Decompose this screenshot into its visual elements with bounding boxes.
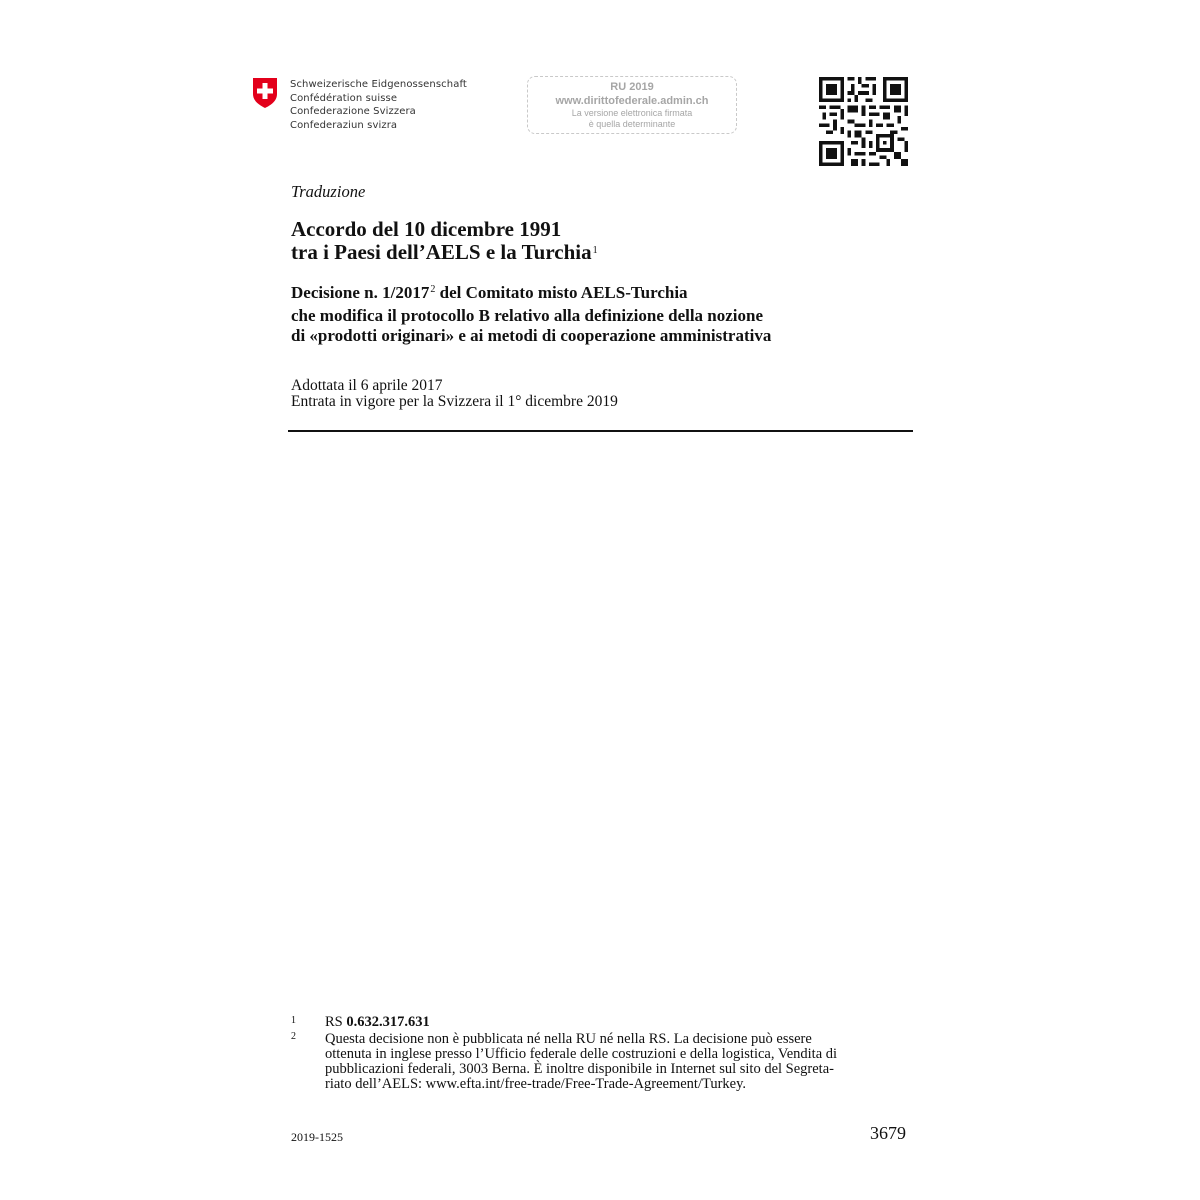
footnote-2-number: 2 bbox=[291, 1031, 296, 1042]
footnote-2-line-2: ottenuta in inglese presso l’Ufficio federale delle costruzioni e della logistica, Vendita di bbox=[325, 1046, 838, 1062]
footnote-2-line-1: Questa decisione non è pubblicata né nella RU né nella RS. La decisione può essere bbox=[325, 1031, 812, 1047]
logo-line-it: Confederazione Svizzera bbox=[290, 106, 416, 117]
footnote-1-prefix: RS bbox=[325, 1014, 347, 1030]
page-number: 3679 bbox=[870, 1123, 906, 1143]
decision-subtitle bbox=[291, 283, 771, 346]
title-line-2 bbox=[291, 241, 598, 268]
logo-line-rm: Confederaziun svizra bbox=[290, 119, 398, 131]
document-title bbox=[291, 218, 598, 268]
stamp-ru-year: RU 2019 bbox=[610, 81, 654, 93]
subtitle-line-3: di «prodotti originari» e ai metodi di cooperazione amministrativa bbox=[291, 326, 772, 345]
stamp-note-line1: La versione elettronica firmata bbox=[571, 108, 693, 118]
qr-code-icon bbox=[819, 77, 908, 166]
footnote-ref-1[interactable]: 1 bbox=[592, 245, 598, 256]
subtitle-line-2: che modifica il protocollo B relativo alla definizione della nozione bbox=[291, 306, 764, 325]
entry-into-force-date: Entrata in vigore per la Svizzera il 1° dicembre 2019 bbox=[291, 393, 618, 410]
subtitle-decision-number: Decisione n. 1/2017 bbox=[291, 283, 430, 302]
document-dates bbox=[291, 378, 618, 410]
stamp-website: www.dirittofederale.admin.ch bbox=[555, 95, 709, 107]
logo-line-fr: Confédération suisse bbox=[290, 92, 398, 104]
footnote-1-number: 1 bbox=[291, 1015, 296, 1026]
subtitle-line-1 bbox=[291, 283, 771, 306]
footnote-2-line-3: pubblicazioni federali, 3003 Berna. È inoltre disponibile in Internet sul sito del Segreta- bbox=[325, 1061, 834, 1077]
footnote-2-line-4: riato dell’AELS: www.efta.int/free-trade/Free-Trade-Agreement/Turkey. bbox=[325, 1076, 747, 1092]
footnote-1-rs-number: 0.632.317.631 bbox=[346, 1014, 430, 1030]
footnote-ref-2[interactable]: 2 bbox=[430, 284, 436, 295]
federal-logo-text bbox=[290, 78, 467, 132]
logo-line-de: Schweizerische Eidgenossenschaft bbox=[290, 79, 467, 90]
title-line-2-text: tra i Paesi dell’AELS e la Turchia bbox=[291, 240, 592, 264]
footnote-2 bbox=[325, 1032, 837, 1092]
adopted-date: Adottata il 6 aprile 2017 bbox=[291, 377, 443, 394]
subtitle-committee: del Comitato misto AELS-Turchia bbox=[435, 283, 688, 302]
title-line-1: Accordo del 10 dicembre 1991 bbox=[291, 217, 562, 241]
translation-label: Traduzione bbox=[291, 182, 366, 201]
header-divider bbox=[288, 430, 913, 432]
swiss-cross-icon bbox=[252, 77, 278, 109]
footnote-1 bbox=[325, 1015, 430, 1030]
document-id: 2019-1525 bbox=[291, 1130, 343, 1144]
electronic-version-stamp bbox=[527, 76, 737, 134]
stamp-note-line2: è quella determinante bbox=[588, 119, 676, 129]
